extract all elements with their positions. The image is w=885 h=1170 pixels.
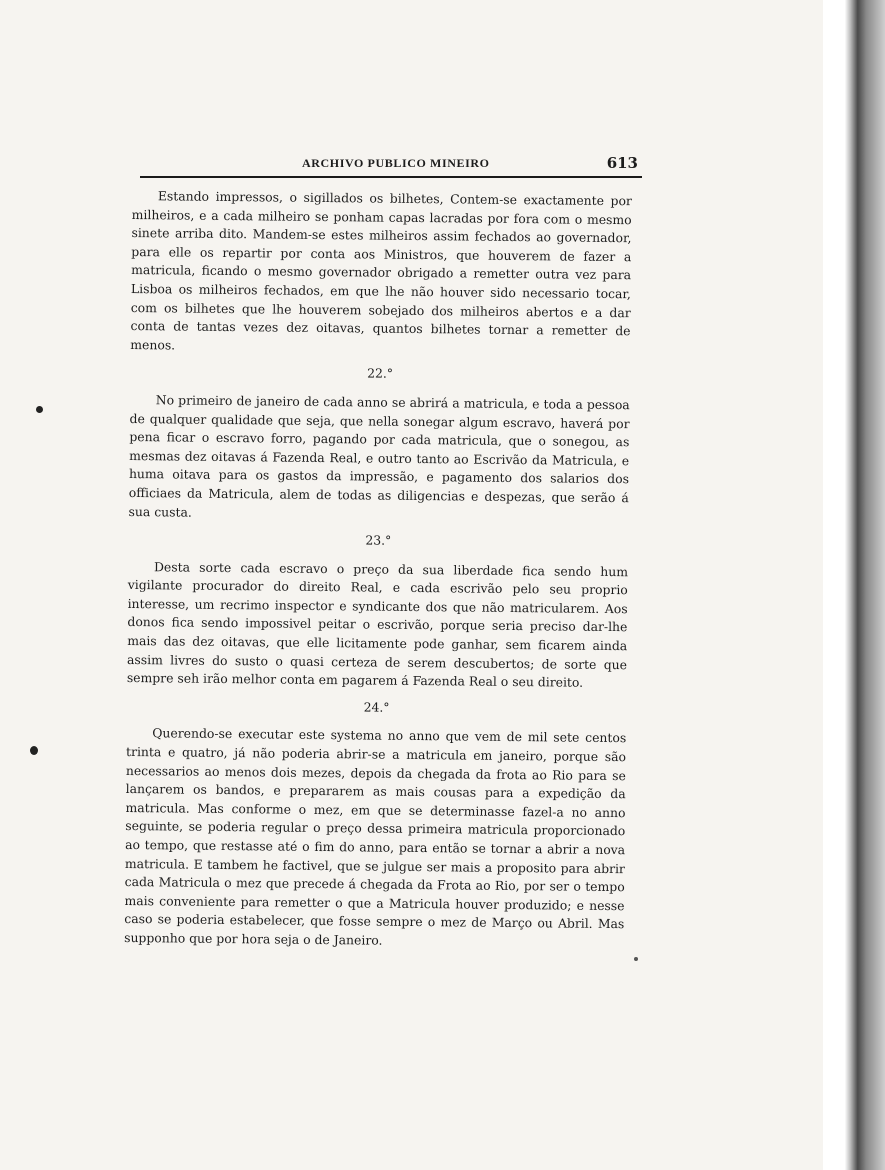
page-number: 613 — [606, 154, 638, 172]
margin-ink-dot — [30, 746, 38, 755]
page-header — [140, 152, 642, 178]
section-number: 22.° — [367, 365, 394, 382]
margin-ink-dot — [36, 406, 43, 413]
section-number: 23.° — [365, 532, 392, 548]
paragraph: No primeiro de janeiro de cada anno se abrirá a matricula, e toda a pessoa de qualquer qualidade que seja, que nella sonegar algum escravo, haverá por pena ficar o escravo forro, pagando por cada matricula, que o sonegou, as mesmas dez oitavas á Fazenda Real, e outro tanto ao Escrivão da Matricula, e huma oitava para os gastos da impressão, e pagamento dos salarios dos officiaes da Matricula, alem de todas as diligencias e despezas, que serão á sua custa. — [128, 392, 630, 520]
running-title: ARCHIVO PUBLICO MINEIRO — [302, 156, 490, 170]
margin-ink-dot — [634, 957, 638, 961]
header-rule — [140, 176, 642, 178]
page-body — [124, 187, 632, 953]
paragraph: Desta sorte cada escravo o preço da sua liberdade fica sendo hum vigilante procurador do direito Real, e cada escrivão pelo seu proprio interesse, um recrimo inspector e syndicante dos que não matricularem. Aos donos fica sendo impossivel peitar o escrivão, porque seria preciso dar-lhe mais das dez oitavas, que elle licitamente pode ganhar, sem ficarem ainda assim livres do susto o quasi certeza de serem descubertos; de sorte que sempre seh irão melhor conta em pagarem á Fazenda Real o seu direito. — [126, 558, 629, 691]
book-spine-edge — [823, 0, 885, 1170]
section-number: 24.° — [363, 699, 390, 715]
paragraph: Estando impressos, o sigillados os bilhetes, Contem-se exactamente por milheiros, e a cada milheiro se ponham capas lacradas por fora com o mesmo sinete arriba dito. Mandem-se estes milheiros assim fechados ao governador, para elle os repartir por conta aos Ministros, que houverem de fazer a matricula, ficando o mesmo governador obrigado a remetter outra vez para Lisboa os milheiros fechados, em que lhe não houver sido necessario tocar, com os bilhetes que lhe houverem sobejado dos milheiros abertos e a dar conta de tantas vezes dez oitavas, quantos bilhetes tornar a remetter de menos. — [130, 188, 632, 353]
paragraph: Querendo-se executar este systema no anno que vem de mil sete centos trinta e quatro, já não poderia abrir-se a matricula em janeiro, porque são necessarios ao menos dois mezes, depois da chegada da frota ao Rio para se lançarem os bandos, e prepararem as mais cousas para a expedição da matricula. Mas conforme o mez, em que se determinasse fazel-a no anno seguinte, se poderia regular o preço dessa primeira matricula proporcionado ao tempo, que restasse até o fim do anno, para então se tornar a abrir a nova matricula. E tambem he factivel, que se julgue ser mais a proposito para abrir cada Matricula o mez que precede á chegada da Frota ao Rio, por ser o tempo mais conveniente para remetter o que a Matricula houver produzido; e nesse caso se poderia estabelecer, que fosse sempre o mez de Março ou Abril. Mas supponho que por hora seja o de Janeiro. — [124, 725, 627, 948]
